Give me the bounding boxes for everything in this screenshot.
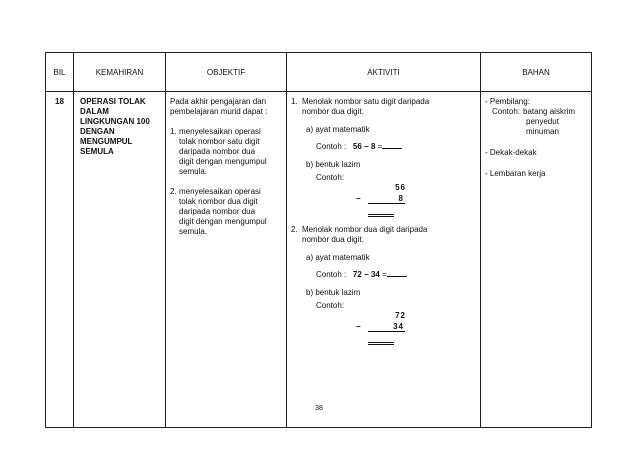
aktiviti-sub-label: b) bentuk lazim: [306, 288, 361, 297]
minus-sign: −: [356, 322, 361, 331]
cell-kemahiran: [74, 92, 166, 428]
objektif-item-line: tolak nombor dua digit: [179, 197, 258, 206]
example-prefix: Contoh:: [316, 301, 345, 310]
kemahiran-line: LINGKUNGAN 100: [80, 117, 150, 126]
objektif-item-line: menyelesaikan operasi: [179, 187, 261, 196]
objektif-item-number: 2.: [170, 187, 177, 196]
kemahiran-line: DALAM: [80, 107, 109, 116]
example-equals: =: [382, 270, 387, 279]
objektif-item-line: semula.: [179, 167, 208, 176]
objektif-item-line: digit dengan mengumpul: [179, 157, 267, 166]
aktiviti-step-2: [291, 225, 476, 245]
aktiviti-sub-label: b) bentuk lazim: [306, 160, 361, 169]
example-expression: 56 − 8: [352, 142, 376, 151]
vertical-form-1: [316, 173, 476, 221]
minuend: 72: [395, 311, 406, 320]
aktiviti-step-number: 1.: [291, 97, 298, 106]
example-prefix: Contoh:: [316, 173, 345, 182]
vertical-calc: [316, 183, 406, 221]
underline: [368, 203, 405, 204]
objektif-intro-line: Pada akhir pengajaran dan: [170, 97, 267, 106]
aktiviti-example-sentence: [316, 142, 476, 152]
underline: [368, 331, 405, 332]
cell-bahan: [481, 92, 592, 428]
bahan-contoh: Contoh:: [492, 107, 521, 116]
vertical-form-2: [316, 301, 476, 349]
bahan-item-lembaran: - Lembaran kerja: [485, 169, 546, 178]
objektif-intro-line: pembelajaran murid dapat :: [170, 107, 268, 116]
table-header-row: [46, 53, 592, 92]
bahan-line: batang aiskrim: [523, 107, 576, 116]
header-aktiviti: AKTIVITI: [287, 53, 481, 92]
kemahiran-line: DENGAN: [80, 127, 115, 136]
minus-sign: −: [356, 194, 361, 203]
aktiviti-step-line: Menolak nombor satu digit daripada: [302, 97, 430, 106]
kemahiran-line: SEMULA: [80, 147, 114, 156]
bahan-line: minuman: [526, 127, 559, 136]
example-prefix: Contoh :: [316, 270, 347, 279]
objektif-item-line: daripada nombor dua: [179, 207, 256, 216]
example-prefix: Contoh :: [316, 142, 347, 151]
aktiviti-step-line: nombor dua digit.: [302, 107, 364, 116]
cell-objektif: [166, 92, 287, 428]
objektif-item-line: menyelesaikan operasi: [179, 127, 261, 136]
objektif-item-line: tolak nombor satu digit: [179, 137, 260, 146]
bahan-item-pembilang: [485, 97, 587, 137]
answer-blank: [387, 270, 407, 277]
aktiviti-step-1: [291, 97, 476, 117]
header-kemahiran: KEMAHIRAN: [74, 53, 166, 92]
lesson-plan-table: [45, 52, 592, 428]
objektif-item-2: [170, 187, 283, 237]
header-bahan: BAHAN: [481, 53, 592, 92]
aktiviti-step-line: nombor dua digit.: [302, 235, 364, 244]
objektif-item-1: [170, 127, 283, 177]
aktiviti-step-number: 2.: [291, 225, 298, 234]
aktiviti-sub-label: a) ayat matematik: [306, 253, 370, 262]
answer-blank: [382, 142, 402, 149]
objektif-item-line: daripada nombor dua: [179, 147, 256, 156]
header-objektif: OBJEKTIF: [166, 53, 287, 92]
objektif-item-line: digit dengan mengumpul: [179, 217, 267, 226]
objektif-item-line: semula.: [179, 227, 208, 236]
example-expression: 72 − 34: [352, 270, 380, 279]
aktiviti-sub-label: a) ayat matematik: [306, 125, 370, 134]
aktiviti-example-sentence: [316, 270, 476, 280]
cell-aktiviti: [287, 92, 481, 428]
answer-double-line: [368, 214, 394, 217]
objektif-item-number: 1.: [170, 127, 177, 136]
bahan-line: penyedut: [526, 117, 559, 126]
objektif-intro: [170, 97, 283, 117]
bahan-contoh-row: [485, 107, 587, 117]
bahan-item-dekak: - Dekak-dekak: [485, 148, 537, 157]
answer-double-line: [368, 342, 394, 345]
example-equals: =: [377, 142, 383, 151]
subtrahend: 34: [393, 322, 404, 331]
table-row: [46, 92, 592, 428]
subtrahend: 8: [398, 194, 404, 203]
aktiviti-step-line: Menolak nombor dua digit daripada: [302, 225, 428, 234]
page-number: 38: [315, 405, 323, 412]
kemahiran-line: OPERASI TOLAK: [80, 97, 146, 106]
cell-bil: 18: [46, 92, 74, 428]
minuend: 56: [395, 183, 406, 192]
vertical-calc: [316, 311, 406, 349]
bahan-label: - Pembilang:: [485, 97, 530, 106]
header-bil: BIL: [46, 53, 74, 92]
kemahiran-line: MENGUMPUL: [80, 137, 133, 146]
